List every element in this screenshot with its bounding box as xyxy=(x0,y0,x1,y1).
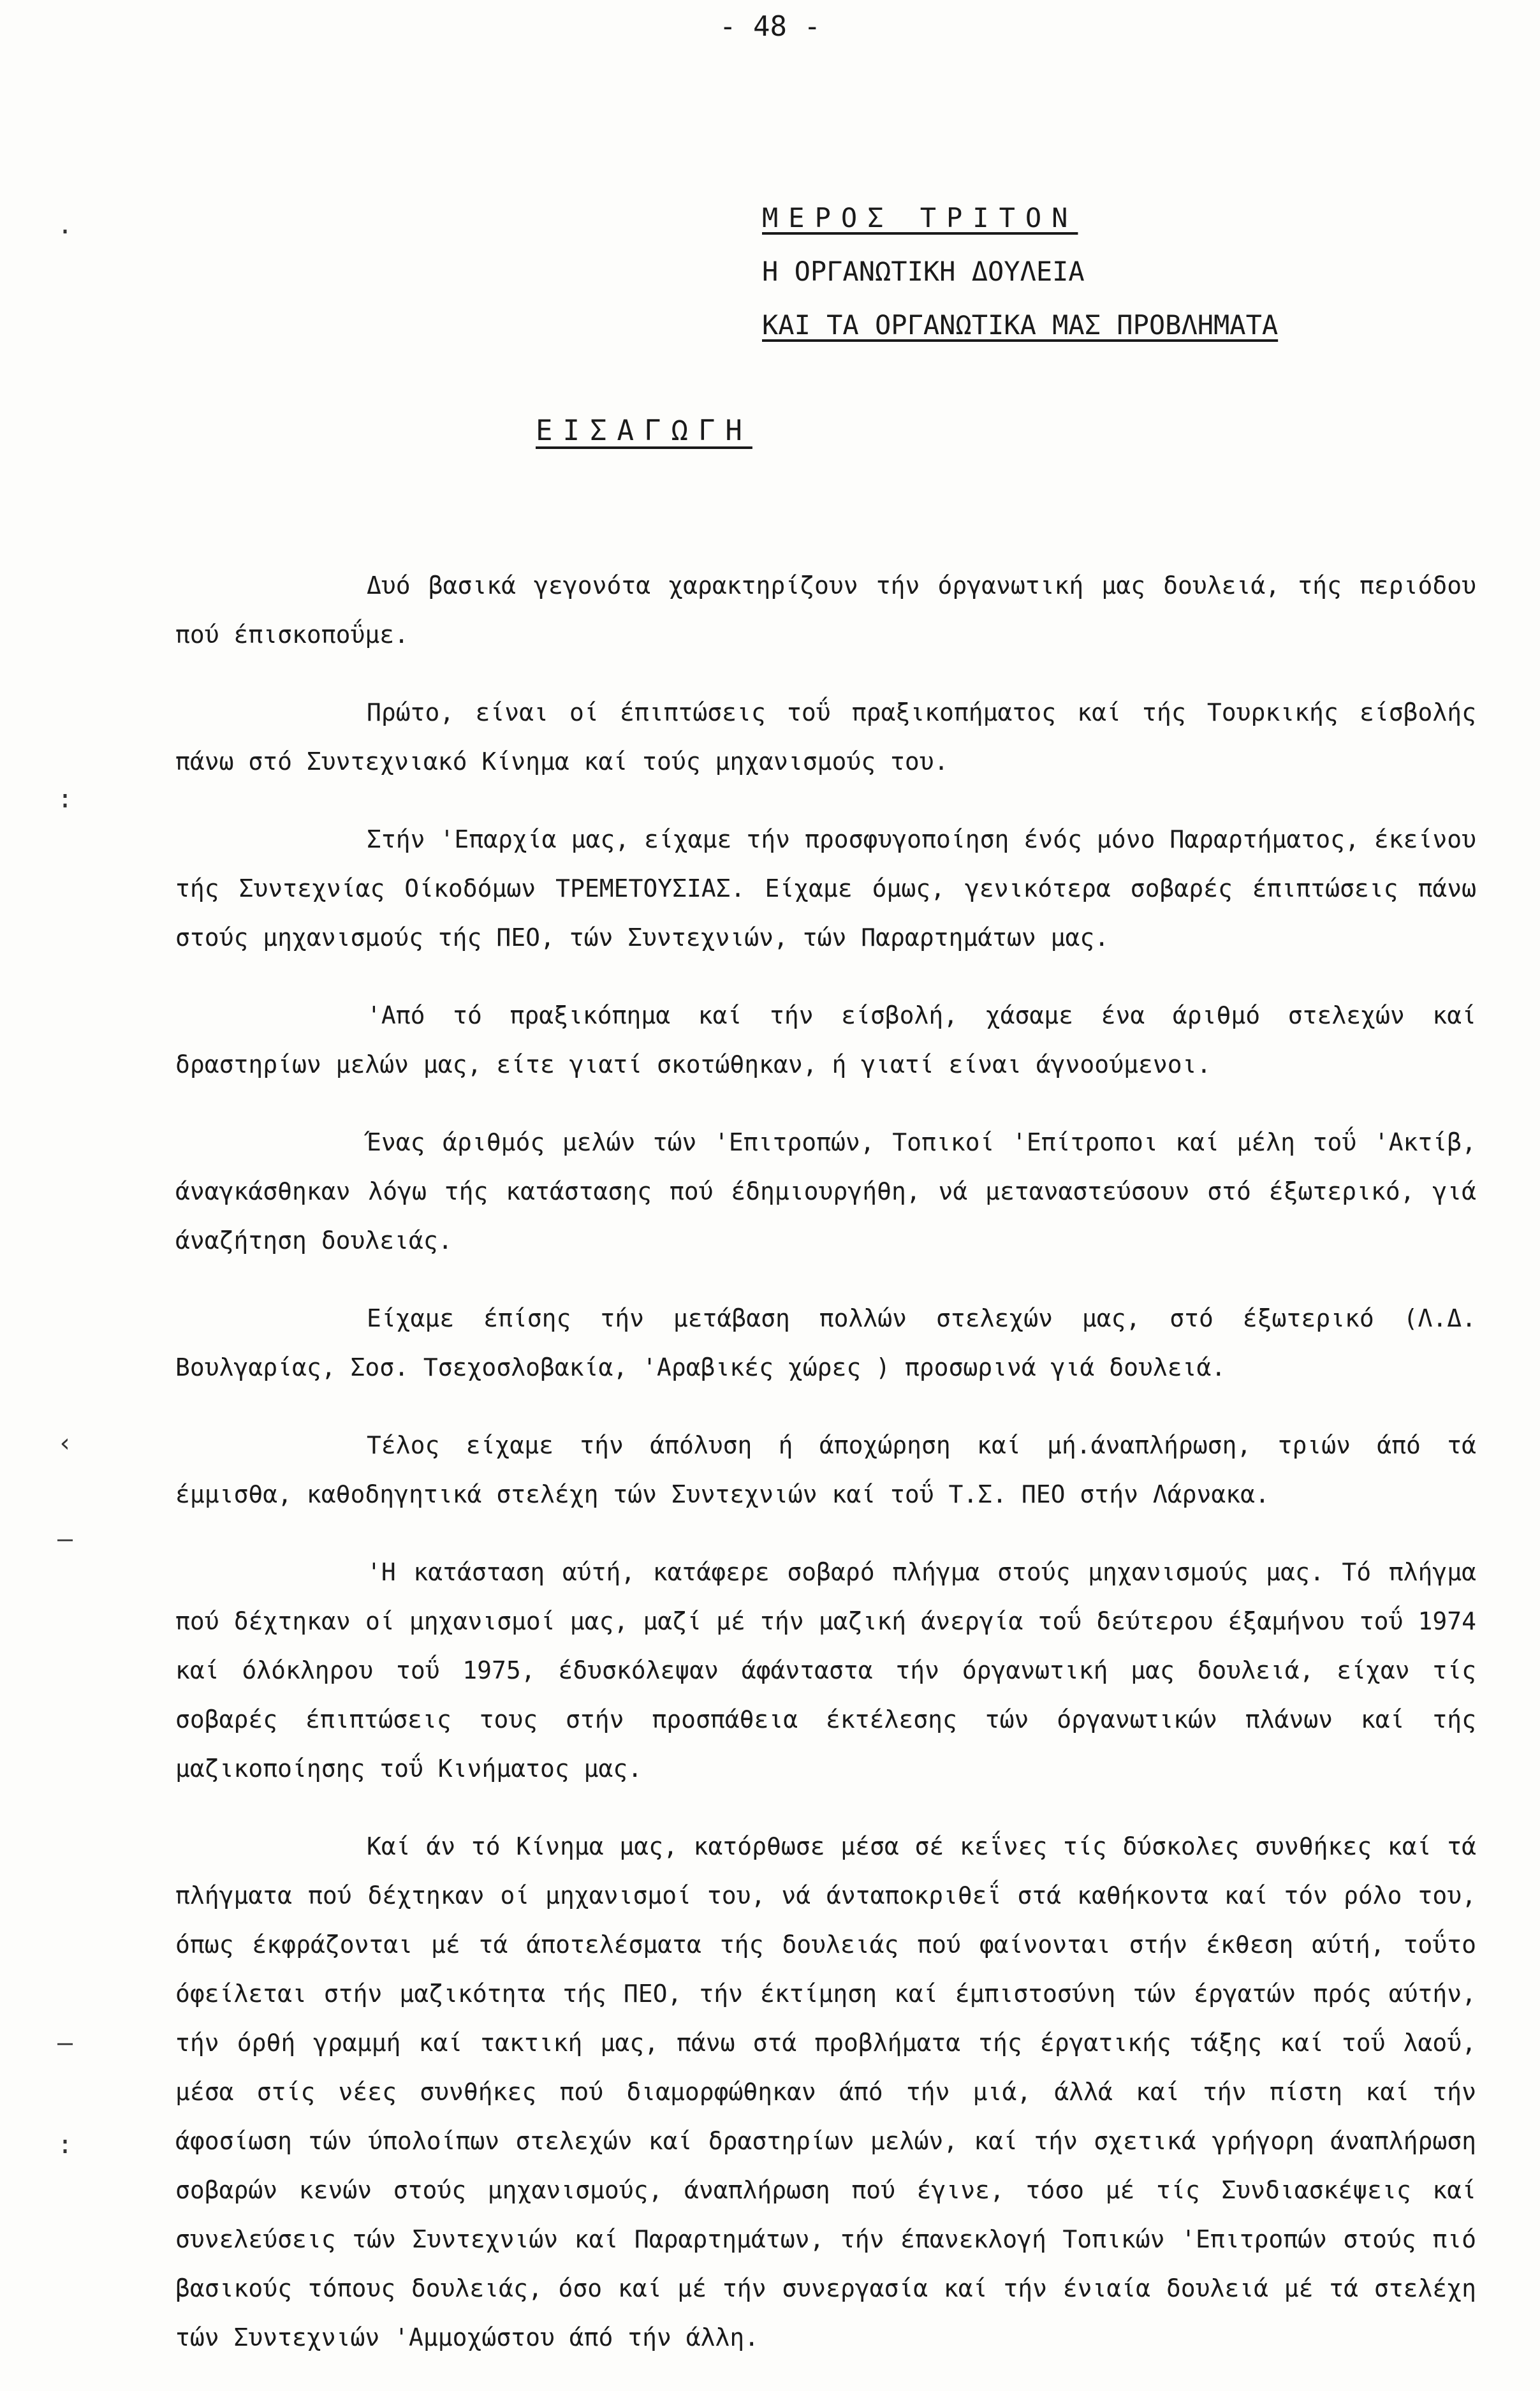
part-subtitle-line-2: ΚΑΙ ΤΑ ΟΡΓΑΝΩΤΙΚΑ ΜΑΣ ΠΡΟΒΛΗΜΑΤΑ xyxy=(762,309,1279,341)
margin-mark: – xyxy=(57,1524,73,1554)
paragraph: Ένας άριθμός μελών τών 'Επιτροπών, Τοπικοί 'Επίτροποι καί μέλη τοΰ 'Ακτίβ, άναγκάσθηκαν λόγω τής κατάστασης πού έδημιουργήθη, νά μεταναστεύσουν στό έξωτερικό, γιά άναζήτηση δουλειάς. xyxy=(175,1128,1476,1254)
page-number: - 48 - xyxy=(719,10,821,43)
margin-mark: . xyxy=(57,210,73,240)
part-title: ΜΕΡΟΣ ΤΡΙΤΟΝ xyxy=(762,202,1078,233)
paragraph: 'Η κατάσταση αύτή, κατάφερε σοβαρό πλήγμα στούς μηχανισμούς μας. Τό πλήγμα πού δέχτηκαν οί μηχανισμοί μας, μαζί μέ τήν μαζική άνεργία τοΰ δεύτερου έξαμήνου τοΰ 1974 καί όλόκληρου τοΰ 1975, έδυσκόλεψαν άφάνταστα τήν όργανωτική μας δουλειά, είχαν τίς σοβαρές έπιπτώσεις τους στήν προσπάθεια έκτέλεσης τών όργανωτικών πλάνων καί τής μαζικοποίησης τοΰ Κινήματος μας. xyxy=(175,1558,1476,1783)
paragraph: Στήν 'Επαρχία μας, είχαμε τήν προσφυγοποίηση ένός μόνο Παραρτήματος, έκείνου τής Συντεχνίας Οίκοδόμων ΤΡΕΜΕΤΟΥΣΙΑΣ. Είχαμε όμως, γενικότερα σοβαρές έπιπτώσεις πάνω στούς μηχανισμούς τής ΠΕΟ, τών Συντεχνιών, τών Παραρτημάτων μας. xyxy=(175,825,1476,952)
part-heading xyxy=(762,191,1278,352)
paragraph: Πρώτο, είναι οί έπιπτώσεις τοΰ πραξικοπήματος καί τής Τουρκικής είσβολής πάνω στό Συντεχνιακό Κίνημα καί τούς μηχανισμούς του. xyxy=(175,698,1476,776)
section-title: ΕΙΣΑΓΩΓΗ xyxy=(536,415,752,447)
margin-mark: ‹ xyxy=(57,1429,73,1458)
document-body xyxy=(175,561,1476,2391)
margin-mark: : xyxy=(57,784,73,814)
paragraph: Καί άν τό Κίνημα μας, κατόρθωσε μέσα σέ κεΐνες τίς δύσκολες συνθήκες καί τά πλήγματα πού δέχτηκαν οί μηχανισμοί του, νά άνταποκριθεΐ στά καθήκοντα καί τόν ρόλο του, όπως έκφράζονται μέ τά άποτελέσματα τής δουλειάς πού φαίνονται στήν έκθεση αύτή, τοΰτο όφείλεται στήν μαζικότητα τής ΠΕΟ, τήν έκτίμηση καί έμπιστοσύνη τών έργατών πρός αύτήν, τήν όρθή γραμμή καί τακτική μας, πάνω στά προβλήματα τής έργατικής τάξης καί τοΰ λαοΰ, μέσα στίς νέες συνθήκες πού διαμορφώθηκαν άπό τήν μιά, άλλά καί τήν πίστη καί τήν άφοσίωση τών ύπολοίπων στελεχών καί δραστηρίων μελών, καί τήν σχετικά γρήγορη άναπλήρωση σοβαρών κενών στούς μηχανισμούς, άναπλήρωση πού έγινε, τόσο μέ τίς Συνδιασκέψεις καί συνελεύσεις τών Συντεχνιών καί Παραρτημάτων, τήν έπανεκλογή Τοπικών 'Επιτροπών στούς πιό βασικούς τόπους δουλειάς, όσο καί μέ τήν συνεργασία καί τήν ένιαία δουλειά μέ τά στελέχη τών Συντεχνιών 'Αμμοχώστου άπό τήν άλλη. xyxy=(175,1832,1476,2351)
part-subtitle-line-1: Η ΟΡΓΑΝΩΤΙΚΗ ΔΟΥΛΕΙΑ xyxy=(762,256,1085,287)
paragraph: Δυό βασικά γεγονότα χαρακτηρίζουν τήν όργανωτική μας δουλειά, τής περιόδου πού έπισκοποΰμε. xyxy=(175,571,1476,649)
paragraph: Τέλος είχαμε τήν άπόλυση ή άποχώρηση καί μή.άναπλήρωση, τριών άπό τά έμμισθα, καθοδηγητικά στελέχη τών Συντεχνιών καί τοΰ Τ.Σ. ΠΕΟ στήν Λάρνακα. xyxy=(175,1431,1476,1508)
paragraph: 'Από τό πραξικόπημα καί τήν είσβολή, χάσαμε ένα άριθμό στελεχών καί δραστηρίων μελών μας, είτε γιατί σκοτώθηκαν, ή γιατί είναι άγνοούμενοι. xyxy=(175,1001,1476,1078)
paragraph: Είχαμε έπίσης τήν μετάβαση πολλών στελεχών μας, στό έξωτερικό (Λ.Δ. Βουλγαρίας, Σοσ. Τσεχοσλοβακία, 'Αραβικές χώρες ) προσωρινά γιά δουλειά. xyxy=(175,1304,1476,1381)
margin-mark: – xyxy=(57,2028,73,2057)
margin-mark: : xyxy=(57,2130,73,2159)
